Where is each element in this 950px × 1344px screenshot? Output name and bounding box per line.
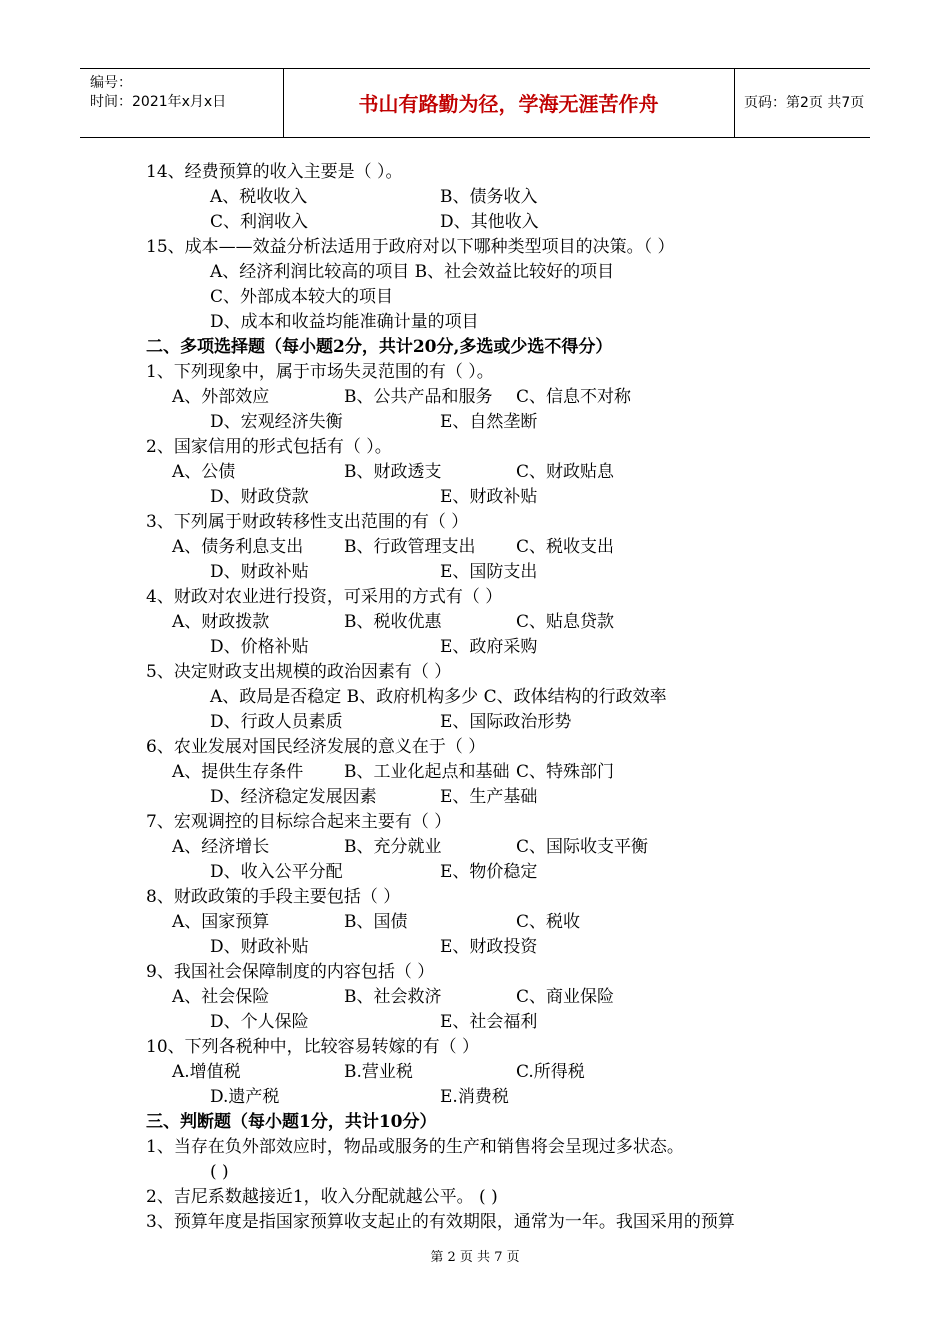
header-page-label: 页码：第2页 共7页	[744, 95, 865, 111]
option-item: D、行政人员素质	[210, 712, 343, 732]
question-body	[146, 160, 866, 1235]
options-row	[146, 460, 866, 485]
option-item: B、工业化起点和基础	[344, 762, 510, 782]
option-item: A、提供生存条件	[172, 762, 304, 782]
options-row	[146, 310, 866, 335]
option-item: C、商业保险	[516, 987, 615, 1007]
options-row	[146, 710, 866, 735]
option-item: B.营业税	[344, 1062, 413, 1082]
question-line: 15、成本——效益分析法适用于政府对以下哪种类型项目的决策。（ ）	[146, 237, 675, 257]
option-item: B、税收优惠	[344, 612, 442, 632]
options-row	[146, 985, 866, 1010]
option-item: A、公债	[172, 462, 236, 482]
options-row	[146, 760, 866, 785]
options-row	[146, 560, 866, 585]
option-item: A.增值税	[172, 1062, 241, 1082]
question-line: 1、下列现象中，属于市场失灵范围的有（ ）。	[146, 362, 494, 382]
option-item: C、税收支出	[516, 537, 615, 557]
options-row	[146, 1085, 866, 1110]
section-heading: 三、判断题（每小题1分，共计10分）	[146, 1112, 437, 1132]
options-row	[146, 860, 866, 885]
option-item: C、外部成本较大的项目	[210, 287, 394, 307]
option-item: B、债务收入	[440, 187, 538, 207]
options-row	[146, 410, 866, 435]
option-item: A、债务利息支出	[172, 537, 304, 557]
options-row	[146, 910, 866, 935]
doc-number-label: 编号：	[90, 75, 132, 91]
option-item: C、国际收支平衡	[516, 837, 649, 857]
question-line: 1、当存在负外部效应时，物品或服务的生产和销售将会呈现过多状态。	[146, 1137, 684, 1157]
option-item: A、经济增长	[172, 837, 270, 857]
question-line: 3、下列属于财政转移性支出范围的有（ ）	[146, 512, 469, 532]
option-item: A、经济利润比较高的项目 B、社会效益比较好的项目	[210, 262, 615, 282]
options-row	[146, 210, 866, 235]
doc-time-label: 时间：2021年x月x日	[90, 94, 227, 110]
option-item: E、国防支出	[440, 562, 538, 582]
option-item: B、充分就业	[344, 837, 442, 857]
question-line: 3、预算年度是指国家预算收支起止的有效期限，通常为一年。我国采用的预算	[146, 1212, 735, 1232]
option-item: A、国家预算	[172, 912, 270, 932]
option-item: D、其他收入	[440, 212, 539, 232]
section-heading: 二、多项选择题（每小题2分，共计20分,多选或少选不得分）	[146, 337, 613, 357]
option-item: C.所得税	[516, 1062, 585, 1082]
options-row	[146, 935, 866, 960]
option-item: E、财政补贴	[440, 487, 538, 507]
options-row	[146, 635, 866, 660]
option-item: D、经济稳定发展因素	[210, 787, 377, 807]
options-row	[146, 835, 866, 860]
option-item: C、利润收入	[210, 212, 309, 232]
options-row	[146, 485, 866, 510]
options-row	[146, 1160, 866, 1185]
option-item: B、公共产品和服务	[344, 387, 493, 407]
question-line: 6、农业发展对国民经济发展的意义在于（ ）	[146, 737, 486, 757]
question-line: 4、财政对农业进行投资，可采用的方式有（ ）	[146, 587, 503, 607]
option-item: E、物价稳定	[440, 862, 538, 882]
option-item: B、社会救济	[344, 987, 442, 1007]
options-row	[146, 685, 866, 710]
question-line: 10、下列各税种中，比较容易转嫁的有（ ）	[146, 1037, 480, 1057]
question-line: 2、国家信用的形式包括有（ ）。	[146, 437, 392, 457]
options-row	[146, 785, 866, 810]
option-item: C、财政贴息	[516, 462, 615, 482]
option-item: E、生产基础	[440, 787, 538, 807]
options-row	[146, 1060, 866, 1085]
option-item: E.消费税	[440, 1087, 509, 1107]
option-item: D、财政贷款	[210, 487, 309, 507]
option-item: D、收入公平分配	[210, 862, 343, 882]
options-row	[146, 185, 866, 210]
option-item: E、自然垄断	[440, 412, 538, 432]
page-header	[80, 68, 870, 138]
option-item: D、宏观经济失衡	[210, 412, 343, 432]
question-line: 14、经费预算的收入主要是（ ）。	[146, 162, 403, 182]
options-row	[146, 385, 866, 410]
option-item: E、财政投资	[440, 937, 538, 957]
option-item: B、财政透支	[344, 462, 442, 482]
option-item: E、政府采购	[440, 637, 538, 657]
option-item: A、政局是否稳定 B、政府机构多少 C、政体结构的行政效率	[210, 687, 667, 707]
option-item: D、成本和收益均能准确计量的项目	[210, 312, 479, 332]
option-item: A、社会保险	[172, 987, 270, 1007]
option-item: D、价格补贴	[210, 637, 309, 657]
option-item: A、外部效应	[172, 387, 270, 407]
option-item: B、行政管理支出	[344, 537, 476, 557]
header-motto-cell	[283, 69, 735, 137]
option-item: A、财政拨款	[172, 612, 270, 632]
option-item: D、财政补贴	[210, 562, 309, 582]
question-line: 7、宏观调控的目标综合起来主要有（ ）	[146, 812, 452, 832]
option-item: E、国际政治形势	[440, 712, 572, 732]
header-page-cell	[734, 69, 870, 137]
option-item: C、贴息贷款	[516, 612, 615, 632]
option-item: C、信息不对称	[516, 387, 632, 407]
options-row	[146, 610, 866, 635]
option-item: ( )	[210, 1162, 229, 1182]
option-item: D.遗产税	[210, 1087, 280, 1107]
page-footer: 第 2 页 共 7 页	[430, 1250, 520, 1265]
options-row	[146, 285, 866, 310]
options-row	[146, 535, 866, 560]
header-meta	[80, 69, 284, 137]
options-row	[146, 1010, 866, 1035]
option-item: A、税收收入	[210, 187, 308, 207]
option-item: D、财政补贴	[210, 937, 309, 957]
option-item: C、税收	[516, 912, 581, 932]
option-item: D、个人保险	[210, 1012, 309, 1032]
option-item: E、社会福利	[440, 1012, 538, 1032]
header-motto: 书山有路勤为径，学海无涯苦作舟	[358, 92, 659, 116]
question-line: 9、我国社会保障制度的内容包括（ ）	[146, 962, 435, 982]
question-line: 2、吉尼系数越接近1，收入分配就越公平。 ( )	[146, 1187, 498, 1207]
question-line: 8、财政政策的手段主要包括（ ）	[146, 887, 401, 907]
option-item: B、国债	[344, 912, 408, 932]
options-row	[146, 260, 866, 285]
option-item: C、特殊部门	[516, 762, 615, 782]
question-line: 5、决定财政支出规模的政治因素有（ ）	[146, 662, 452, 682]
